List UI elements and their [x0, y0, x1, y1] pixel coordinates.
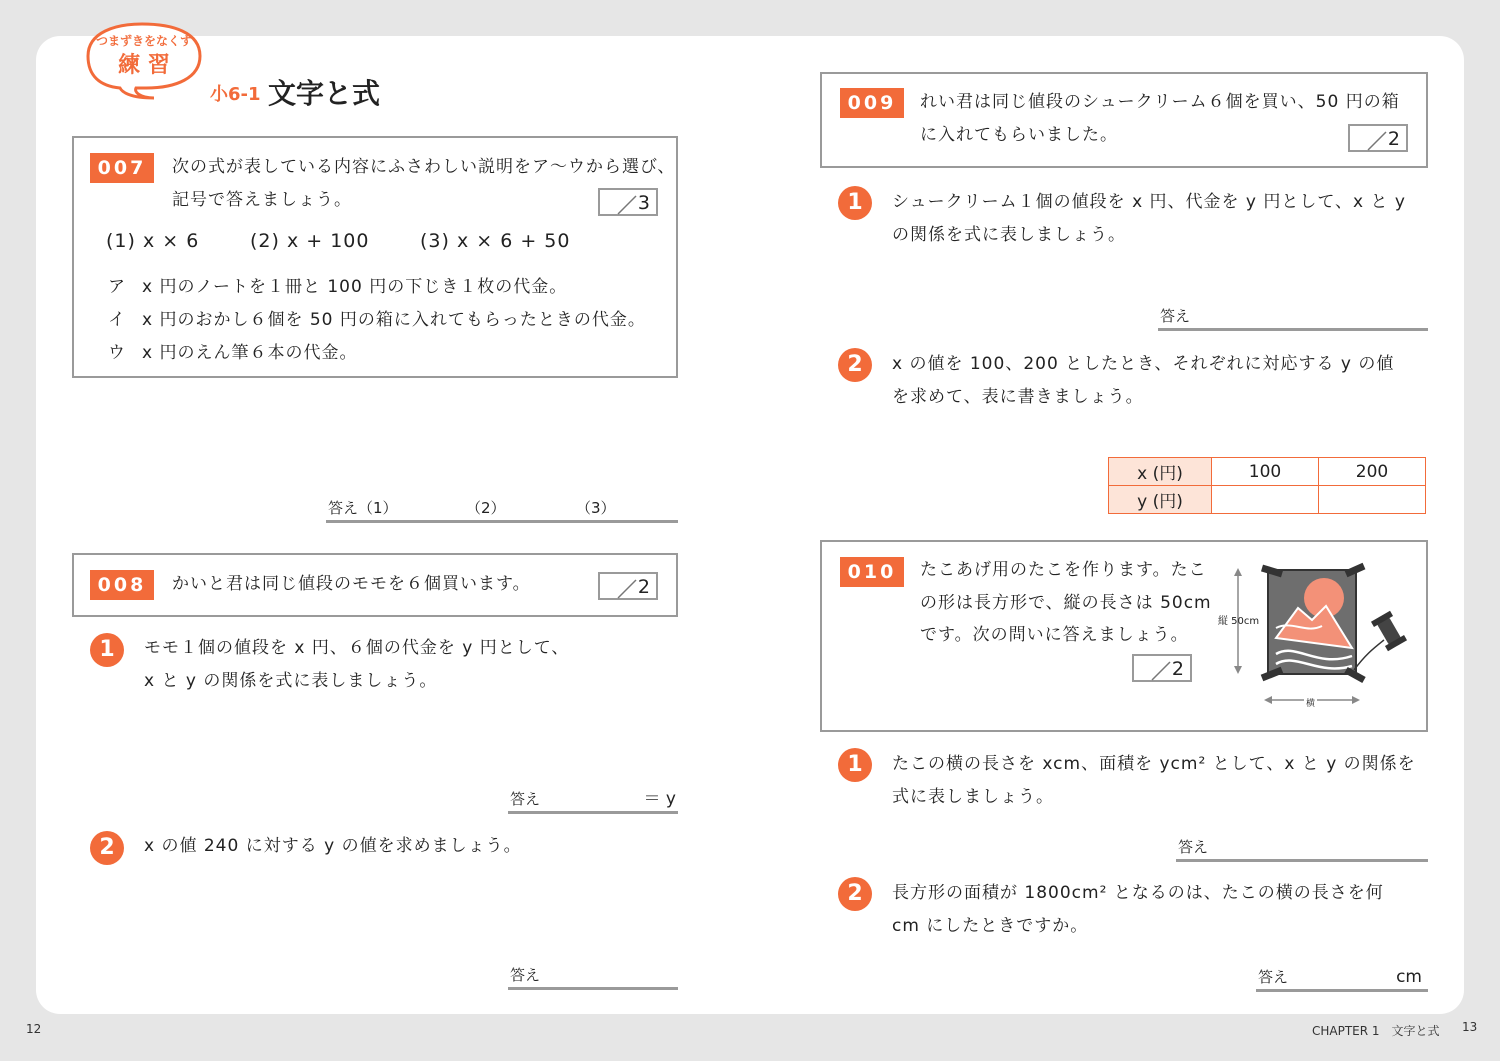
question-text: 次の式が表している内容にふさわしい説明をア～ウから選び、	[172, 157, 676, 177]
question-text: かいと君は同じ値段のモモを６個買います。	[172, 574, 531, 594]
expression-2: (2) x + 100	[250, 230, 370, 252]
sub-question-text: の関係を式に表しましょう。	[892, 225, 1126, 245]
table-cell: 100	[1212, 458, 1319, 486]
answer-label: （2）	[466, 499, 506, 517]
answer-label: 答え	[1178, 838, 1209, 856]
slash-icon	[600, 190, 660, 218]
value-table	[1108, 457, 1426, 514]
answer-line[interactable]	[1158, 300, 1428, 331]
sub-question-number: 2	[90, 831, 124, 865]
answer-line[interactable]	[1256, 961, 1428, 992]
score-value: 2	[1171, 658, 1184, 680]
question-number: 008	[90, 570, 154, 600]
sub-question-number: 2	[838, 348, 872, 382]
table-row	[1109, 458, 1426, 486]
answer-suffix: cm	[1396, 967, 1422, 987]
question-text: の形は長方形で、縦の長さは 50cm	[920, 593, 1212, 613]
answer-label: 答え	[510, 790, 541, 808]
answer-label: 答え	[510, 966, 541, 984]
slash-icon	[600, 574, 660, 602]
table-header: y (円)	[1109, 486, 1212, 514]
sub-question-number: 1	[838, 186, 872, 220]
question-number: 007	[90, 153, 154, 183]
practice-badge	[76, 18, 208, 100]
sub-question-text: cm にしたときですか。	[892, 916, 1089, 936]
option-label: ア	[108, 277, 126, 297]
sub-question-text: たこの横の長さを xcm、面積を ycm² として、x と y の関係を	[892, 754, 1416, 774]
option-label: ウ	[108, 343, 126, 363]
sub-question-text: モモ１個の値段を x 円、６個の代金を y 円として、	[144, 638, 570, 658]
option-text: x 円のおかし６個を 50 円の箱に入れてもらったときの代金。	[142, 310, 646, 330]
score-box	[598, 572, 658, 600]
sub-question-text: x の値 240 に対する y の値を求めましょう。	[144, 836, 522, 856]
question-text: たこあげ用のたこを作ります。たこ	[920, 560, 1207, 580]
badge-main-text: 練 習	[118, 53, 170, 78]
option-label: イ	[108, 310, 126, 330]
kite-width-label: 横	[1304, 696, 1317, 709]
answer-label: （3）	[576, 499, 616, 517]
question-text: 記号で答えましょう。	[172, 190, 352, 210]
answer-line[interactable]	[1176, 831, 1428, 862]
score-box	[1132, 654, 1192, 682]
answer-suffix: ＝ y	[643, 789, 676, 809]
sub-question-number: 1	[838, 748, 872, 782]
score-value: 2	[1387, 128, 1400, 150]
score-box	[1348, 124, 1408, 152]
kite-illustration	[1206, 558, 1420, 718]
page-number-left: 12	[26, 1022, 42, 1036]
answer-line[interactable]	[326, 492, 678, 523]
table-input-cell[interactable]	[1319, 486, 1426, 514]
option-text: x 円のえん筆６本の代金。	[142, 343, 358, 363]
sub-question-number: 1	[90, 633, 124, 667]
kite-height-label: 縦 50cm	[1218, 616, 1260, 627]
question-text: れい君は同じ値段のシュークリーム６個を買い、50 円の箱	[920, 92, 1400, 112]
expression-3: (3) x × 6 + 50	[420, 230, 571, 252]
sub-question-text: x と y の関係を式に表しましょう。	[144, 671, 438, 691]
sub-question-text: x の値を 100、200 としたとき、それぞれに対応する y の値	[892, 354, 1395, 374]
sub-question-number: 2	[838, 877, 872, 911]
answer-line[interactable]	[508, 783, 678, 814]
table-input-cell[interactable]	[1212, 486, 1319, 514]
sub-question-text: シュークリーム１個の値段を x 円、代金を y 円として、x と y	[892, 192, 1406, 212]
option-text: x 円のノートを１冊と 100 円の下じき１枚の代金。	[142, 277, 568, 297]
question-number: 010	[840, 557, 904, 587]
score-box	[598, 188, 658, 216]
sub-question-text: を求めて、表に書きましょう。	[892, 387, 1144, 407]
answer-label: 答え	[1258, 968, 1289, 986]
kite-icon	[1206, 558, 1420, 718]
score-value: 2	[637, 576, 650, 598]
question-number: 009	[840, 88, 904, 118]
expression-1: (1) x × 6	[106, 230, 200, 252]
question-text: に入れてもらいました。	[920, 125, 1118, 145]
table-header: x (円)	[1109, 458, 1212, 486]
answer-label: 答え	[1160, 307, 1191, 325]
table-cell: 200	[1319, 458, 1426, 486]
slash-icon	[1134, 656, 1194, 684]
page-title: 文字と式	[268, 77, 381, 110]
page-number-right: 13	[1462, 1020, 1478, 1034]
chapter-label: CHAPTER 1 文字と式	[1312, 1024, 1440, 1038]
sub-question-text: 長方形の面積が 1800cm² となるのは、たこの横の長さを何	[892, 883, 1384, 903]
badge-top-text: つまずきをなくす	[95, 34, 192, 48]
score-value: 3	[637, 192, 650, 214]
answer-label: 答え（1）	[328, 499, 398, 517]
sub-question-text: 式に表しましょう。	[892, 787, 1054, 807]
question-text: です。次の問いに答えましょう。	[920, 625, 1189, 645]
answer-line[interactable]	[508, 959, 678, 990]
section-code: 小6-1	[210, 84, 261, 105]
slash-icon	[1350, 126, 1410, 154]
table-row	[1109, 486, 1426, 514]
